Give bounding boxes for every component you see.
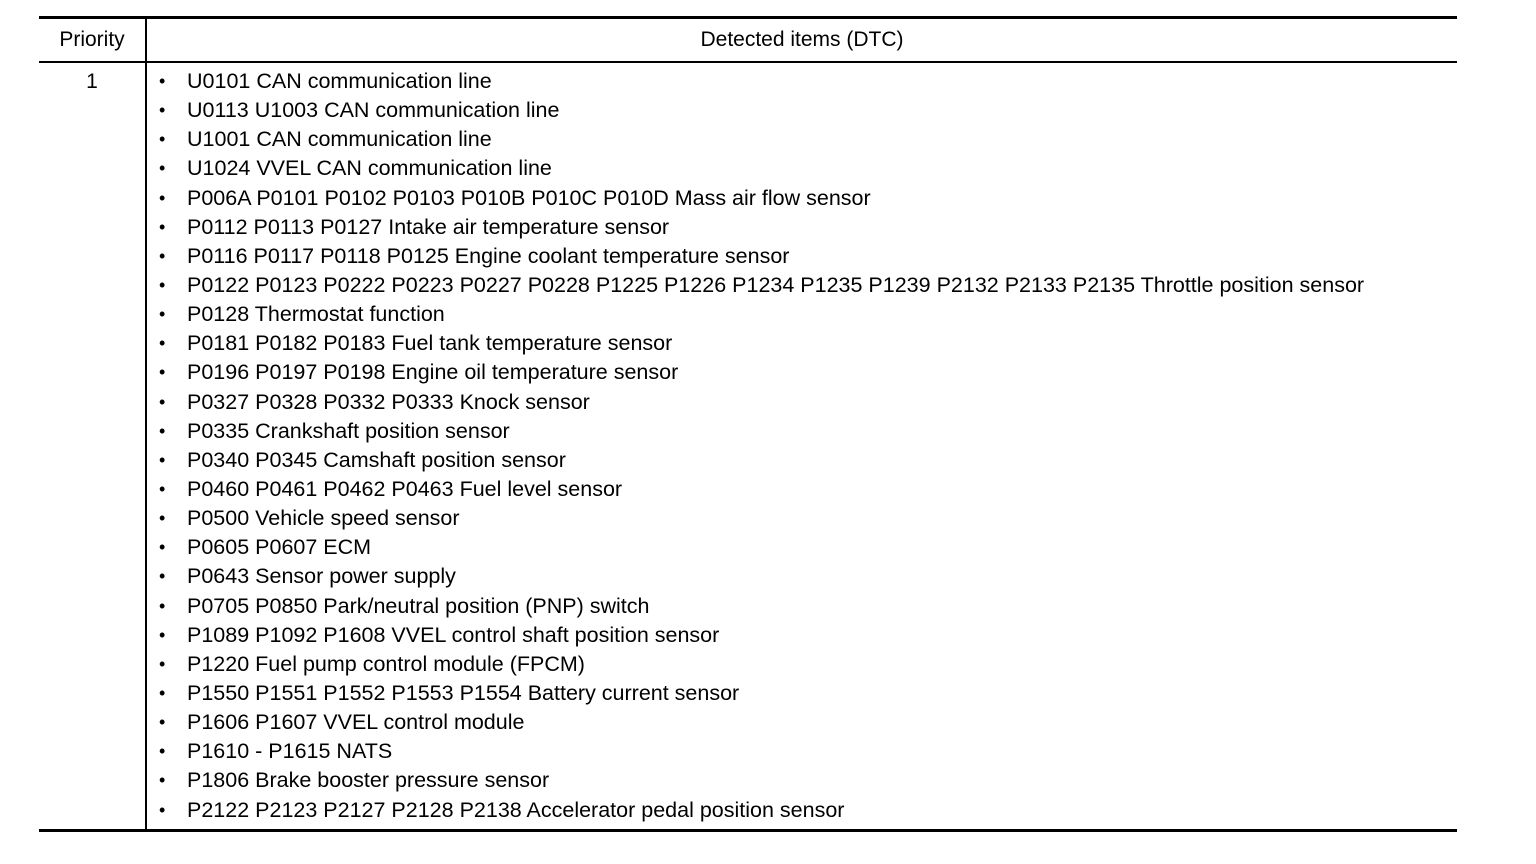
- list-item: [147, 679, 1364, 708]
- list-item: [147, 446, 1364, 475]
- bullet-icon: •: [159, 100, 166, 121]
- dtc-item-text: U1024 VVEL CAN communication line: [187, 156, 552, 181]
- dtc-item-text: P0196 P0197 P0198 Engine oil temperature sensor: [187, 360, 679, 385]
- dtc-item-text: P0340 P0345 Camshaft position sensor: [187, 447, 566, 472]
- bullet-icon: •: [159, 770, 166, 791]
- bullet-icon: •: [159, 158, 166, 179]
- bullet-icon: •: [159, 595, 166, 616]
- header-priority: Priority: [59, 28, 125, 51]
- header-detected-items: Detected items (DTC): [700, 28, 904, 51]
- dtc-item-text: P0122 P0123 P0222 P0223 P0227 P0228 P1225 P1226 P1234 P1235 P1239 P2132 P2133 P2135 Throttle position sensor: [187, 272, 1365, 297]
- dtc-item-text: P1089 P1092 P1608 VVEL control shaft position sensor: [187, 622, 720, 647]
- dtc-item-text: P1550 P1551 P1552 P1553 P1554 Battery current sensor: [187, 680, 740, 705]
- list-item: [147, 242, 1364, 271]
- dtc-item-text: U0101 CAN communication line: [187, 69, 492, 93]
- list-item: [147, 358, 1364, 387]
- list-item: [147, 562, 1364, 591]
- bullet-icon: •: [159, 741, 166, 762]
- list-item: [147, 125, 1364, 154]
- list-item: [147, 388, 1364, 417]
- bullet-icon: •: [159, 508, 166, 529]
- bullet-icon: •: [159, 216, 166, 237]
- dtc-priority-table: [39, 16, 1457, 832]
- bullet-icon: •: [159, 712, 166, 733]
- dtc-item-text: P0181 P0182 P0183 Fuel tank temperature sensor: [187, 331, 673, 356]
- list-item: [147, 329, 1364, 358]
- detected-items-list: [147, 67, 1364, 825]
- bullet-icon: •: [159, 478, 166, 499]
- list-item: [147, 737, 1364, 766]
- list-item: [147, 154, 1364, 183]
- list-item: [147, 621, 1364, 650]
- bullet-icon: •: [159, 129, 166, 150]
- bullet-icon: •: [159, 566, 166, 587]
- bullet-icon: •: [159, 624, 166, 645]
- dtc-item-text: P1606 P1607 VVEL control module: [187, 710, 525, 735]
- bullet-icon: •: [159, 653, 166, 674]
- bullet-icon: •: [159, 799, 166, 820]
- dtc-item-text: P2122 P2123 P2127 P2128 P2138 Accelerator pedal position sensor: [187, 797, 845, 822]
- dtc-item-text: P0460 P0461 P0462 P0463 Fuel level sensor: [187, 476, 623, 501]
- dtc-item-text: P0327 P0328 P0332 P0333 Knock sensor: [187, 389, 590, 414]
- dtc-item-text: P0500 Vehicle speed sensor: [187, 506, 460, 531]
- list-item: [147, 417, 1364, 446]
- bullet-icon: •: [159, 333, 166, 354]
- dtc-item-text: P0643 Sensor power supply: [187, 564, 456, 589]
- dtc-item-text: U0113 U1003 CAN communication line: [187, 98, 560, 123]
- list-item: [147, 533, 1364, 562]
- dtc-item-text: P0335 Crankshaft position sensor: [187, 418, 510, 443]
- dtc-item-text: P0112 P0113 P0127 Intake air temperature sensor: [187, 214, 670, 239]
- bullet-icon: •: [159, 449, 166, 470]
- priority-value: 1: [86, 70, 98, 93]
- list-item: [147, 96, 1364, 125]
- dtc-item-text: P006A P0101 P0102 P0103 P010B P010C P010D Mass air flow sensor: [187, 185, 871, 210]
- list-item: [147, 796, 1364, 825]
- dtc-item-text: P1610 - P1615 NATS: [187, 739, 393, 764]
- list-item: [147, 708, 1364, 737]
- list-item: [147, 67, 1364, 96]
- list-item: [147, 592, 1364, 621]
- list-item: [147, 766, 1364, 795]
- bullet-icon: •: [159, 537, 166, 558]
- list-item: [147, 271, 1364, 300]
- list-item: [147, 650, 1364, 679]
- list-item: [147, 213, 1364, 242]
- bullet-icon: •: [159, 304, 166, 325]
- dtc-item-text: P0116 P0117 P0118 P0125 Engine coolant temperature sensor: [187, 243, 790, 268]
- dtc-item-text: U1001 CAN communication line: [187, 127, 492, 152]
- dtc-item-text: P1806 Brake booster pressure sensor: [187, 768, 550, 793]
- table-row: [39, 63, 1457, 829]
- dtc-item-text: P0605 P0607 ECM: [187, 535, 372, 560]
- list-item: [147, 504, 1364, 533]
- dtc-item-text: P1220 Fuel pump control module (FPCM): [187, 651, 585, 676]
- dtc-item-text: P0128 Thermostat function: [187, 302, 445, 327]
- list-item: [147, 475, 1364, 504]
- bullet-icon: •: [159, 71, 166, 91]
- bullet-icon: •: [159, 420, 166, 441]
- table-header-row: [39, 19, 1457, 63]
- bullet-icon: •: [159, 274, 166, 295]
- dtc-item-text: P0705 P0850 Park/neutral position (PNP) switch: [187, 593, 650, 618]
- bullet-icon: •: [159, 362, 166, 383]
- list-item: [147, 300, 1364, 329]
- bullet-icon: •: [159, 187, 166, 208]
- bullet-icon: •: [159, 682, 166, 703]
- bullet-icon: •: [159, 391, 166, 412]
- bullet-icon: •: [159, 245, 166, 266]
- list-item: [147, 184, 1364, 213]
